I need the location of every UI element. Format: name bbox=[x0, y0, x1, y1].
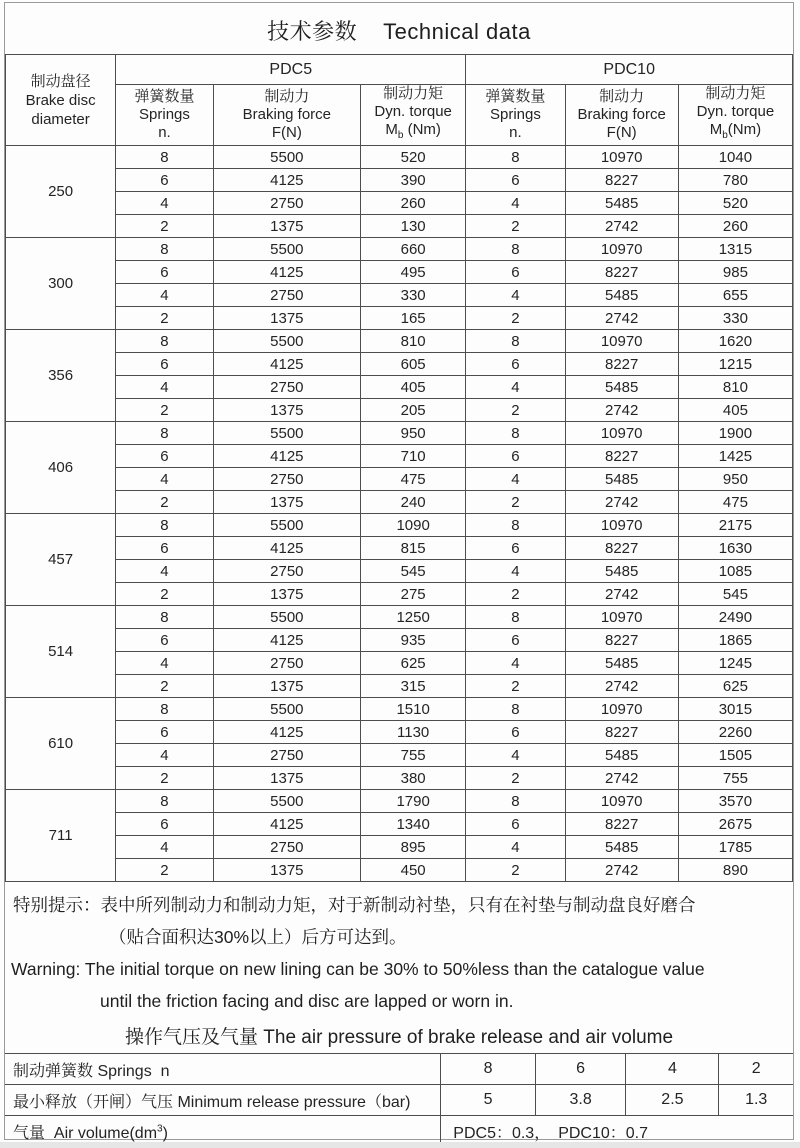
data-cell: 2750 bbox=[213, 560, 360, 583]
data-cell: 2750 bbox=[213, 468, 360, 491]
data-cell: 1790 bbox=[360, 790, 465, 813]
data-cell: 1130 bbox=[360, 721, 465, 744]
data-cell: 1375 bbox=[213, 859, 360, 882]
data-cell: 10970 bbox=[565, 146, 678, 169]
release-pressure-value: 1.3 bbox=[719, 1085, 793, 1116]
data-cell: 2742 bbox=[565, 583, 678, 606]
springs-count-row bbox=[5, 1054, 793, 1085]
springs-header-en: Springs bbox=[490, 106, 541, 123]
data-cell: 8 bbox=[466, 238, 565, 261]
springs-count-value: 8 bbox=[441, 1054, 536, 1085]
data-cell: 4 bbox=[466, 284, 565, 307]
table-row bbox=[6, 192, 793, 215]
data-cell: 1250 bbox=[360, 606, 465, 629]
release-pressure-value: 3.8 bbox=[535, 1085, 626, 1116]
data-cell: 2750 bbox=[213, 836, 360, 859]
table-row bbox=[6, 284, 793, 307]
data-cell: 8 bbox=[116, 790, 214, 813]
data-cell: 6 bbox=[116, 813, 214, 836]
table-row bbox=[6, 790, 793, 813]
table-row bbox=[6, 721, 793, 744]
data-cell: 4 bbox=[116, 744, 214, 767]
air-heading-en: The air pressure of brake release and air volume bbox=[263, 1027, 674, 1048]
data-cell: 10970 bbox=[565, 238, 678, 261]
data-cell: 8 bbox=[116, 330, 214, 353]
pdc5-force-header bbox=[213, 85, 360, 146]
data-cell: 8227 bbox=[565, 169, 678, 192]
diameter-cell: 457 bbox=[6, 514, 116, 606]
data-cell: 1510 bbox=[360, 698, 465, 721]
warning-block bbox=[5, 889, 793, 1017]
data-cell: 4 bbox=[466, 744, 565, 767]
data-cell: 6 bbox=[116, 537, 214, 560]
table-row bbox=[6, 813, 793, 836]
data-cell: 810 bbox=[360, 330, 465, 353]
data-cell: 2 bbox=[466, 307, 565, 330]
data-cell: 755 bbox=[360, 744, 465, 767]
data-cell: 405 bbox=[360, 376, 465, 399]
data-cell: 2750 bbox=[213, 376, 360, 399]
diameter-cell: 711 bbox=[6, 790, 116, 882]
data-cell: 1375 bbox=[213, 583, 360, 606]
diameter-cell: 514 bbox=[6, 606, 116, 698]
data-cell: 3015 bbox=[678, 698, 792, 721]
data-cell: 1375 bbox=[213, 307, 360, 330]
data-cell: 625 bbox=[678, 675, 792, 698]
diameter-cell: 610 bbox=[6, 698, 116, 790]
data-cell: 2742 bbox=[565, 491, 678, 514]
data-cell: 4125 bbox=[213, 261, 360, 284]
table-row bbox=[6, 606, 793, 629]
data-cell: 8 bbox=[116, 514, 214, 537]
data-cell: 2 bbox=[116, 767, 214, 790]
diameter-header-en2: diameter bbox=[31, 110, 90, 128]
springs-header-unit: n. bbox=[509, 124, 522, 141]
springs-header-unit: n. bbox=[158, 124, 171, 141]
data-cell: 6 bbox=[466, 261, 565, 284]
data-cell: 1340 bbox=[360, 813, 465, 836]
header-row-columns bbox=[6, 85, 793, 146]
springs-count-value: 2 bbox=[719, 1054, 793, 1085]
force-header-zh: 制动力 bbox=[264, 88, 310, 105]
data-cell: 1315 bbox=[678, 238, 792, 261]
data-cell: 4 bbox=[466, 836, 565, 859]
data-cell: 8 bbox=[116, 422, 214, 445]
data-cell: 6 bbox=[116, 445, 214, 468]
table-row bbox=[6, 491, 793, 514]
data-cell: 1375 bbox=[213, 491, 360, 514]
data-cell: 240 bbox=[360, 491, 465, 514]
page-title bbox=[5, 3, 793, 54]
table-row bbox=[6, 836, 793, 859]
data-cell: 4125 bbox=[213, 813, 360, 836]
data-cell: 6 bbox=[466, 169, 565, 192]
table-row bbox=[6, 353, 793, 376]
table-row bbox=[6, 376, 793, 399]
data-cell: 815 bbox=[360, 537, 465, 560]
data-cell: 950 bbox=[360, 422, 465, 445]
data-cell: 390 bbox=[360, 169, 465, 192]
data-cell: 545 bbox=[678, 583, 792, 606]
data-cell: 2742 bbox=[565, 215, 678, 238]
data-cell: 5485 bbox=[565, 744, 678, 767]
table-row bbox=[6, 445, 793, 468]
data-cell: 5500 bbox=[213, 238, 360, 261]
data-cell: 8 bbox=[466, 698, 565, 721]
table-row bbox=[6, 698, 793, 721]
release-pressure-label: 最小释放（开闸）气压 Minimum release pressure（bar) bbox=[5, 1085, 441, 1116]
data-cell: 1865 bbox=[678, 629, 792, 652]
data-cell: 405 bbox=[678, 399, 792, 422]
air-pressure-table bbox=[5, 1053, 793, 1147]
data-cell: 475 bbox=[360, 468, 465, 491]
page-title-zh: 技术参数 bbox=[267, 19, 358, 44]
data-cell: 4 bbox=[116, 468, 214, 491]
data-cell: 5500 bbox=[213, 422, 360, 445]
pdc10-torque-header bbox=[678, 85, 792, 146]
data-cell: 5500 bbox=[213, 330, 360, 353]
data-cell: 6 bbox=[466, 721, 565, 744]
data-cell: 2 bbox=[466, 675, 565, 698]
data-cell: 780 bbox=[678, 169, 792, 192]
header-row-groups bbox=[6, 55, 793, 85]
data-cell: 4 bbox=[466, 560, 565, 583]
data-cell: 4125 bbox=[213, 353, 360, 376]
data-cell: 985 bbox=[678, 261, 792, 284]
force-header-zh: 制动力 bbox=[599, 88, 645, 105]
torque-header-unit: $M_b$ (Nm) bbox=[385, 121, 441, 141]
page-title-en: Technical data bbox=[383, 19, 531, 44]
data-cell: 5500 bbox=[213, 514, 360, 537]
data-cell: 4 bbox=[466, 192, 565, 215]
data-cell: 1785 bbox=[678, 836, 792, 859]
release-pressure-value: 2.5 bbox=[626, 1085, 719, 1116]
data-cell: 5485 bbox=[565, 284, 678, 307]
data-cell: 2675 bbox=[678, 813, 792, 836]
data-cell: 2 bbox=[116, 583, 214, 606]
data-cell: 1375 bbox=[213, 215, 360, 238]
data-cell: 895 bbox=[360, 836, 465, 859]
table-row bbox=[6, 169, 793, 192]
table-row bbox=[6, 238, 793, 261]
data-cell: 130 bbox=[360, 215, 465, 238]
data-cell: 2 bbox=[466, 215, 565, 238]
data-cell: 4 bbox=[116, 560, 214, 583]
table-row bbox=[6, 468, 793, 491]
data-cell: 10970 bbox=[565, 422, 678, 445]
data-cell: 5485 bbox=[565, 192, 678, 215]
data-cell: 6 bbox=[116, 353, 214, 376]
data-cell: 450 bbox=[360, 859, 465, 882]
data-cell: 10970 bbox=[565, 514, 678, 537]
air-section-heading bbox=[5, 1022, 793, 1053]
torque-header-en: Dyn. torque bbox=[374, 103, 452, 120]
data-cell: 8 bbox=[466, 606, 565, 629]
table-row bbox=[6, 744, 793, 767]
data-cell: 890 bbox=[678, 859, 792, 882]
data-cell: 810 bbox=[678, 376, 792, 399]
release-pressure-value: 5 bbox=[441, 1085, 536, 1116]
data-cell: 5485 bbox=[565, 376, 678, 399]
data-cell: 2 bbox=[466, 583, 565, 606]
torque-header-zh: 制动力矩 bbox=[383, 85, 444, 102]
data-cell: 1630 bbox=[678, 537, 792, 560]
data-cell: 380 bbox=[360, 767, 465, 790]
data-cell: 8227 bbox=[565, 445, 678, 468]
table-row bbox=[6, 399, 793, 422]
data-cell: 1040 bbox=[678, 146, 792, 169]
data-cell: 6 bbox=[116, 721, 214, 744]
warning-zh-line2: （贴合面积达30%以上）后方可达到。 bbox=[109, 927, 407, 947]
data-cell: 4 bbox=[116, 192, 214, 215]
data-cell: 2750 bbox=[213, 192, 360, 215]
data-cell: 2 bbox=[116, 675, 214, 698]
data-cell: 5500 bbox=[213, 698, 360, 721]
force-header-en: Braking force bbox=[577, 106, 666, 123]
data-cell: 1375 bbox=[213, 399, 360, 422]
data-cell: 1085 bbox=[678, 560, 792, 583]
springs-header-zh: 弹簧数量 bbox=[485, 88, 546, 105]
table-row bbox=[6, 767, 793, 790]
data-cell: 330 bbox=[678, 307, 792, 330]
data-cell: 5485 bbox=[565, 652, 678, 675]
warning-en-line2: until the friction facing and disc are lapped or worn in. bbox=[100, 991, 514, 1011]
pdc5-group-header: PDC5 bbox=[116, 55, 466, 85]
data-cell: 5500 bbox=[213, 790, 360, 813]
data-cell: 625 bbox=[360, 652, 465, 675]
data-cell: 330 bbox=[360, 284, 465, 307]
air-volume-label: 气量 Air $volume(dm^3)$ bbox=[5, 1116, 441, 1147]
diameter-header-en1: Brake disc bbox=[25, 91, 96, 109]
data-cell: 2742 bbox=[565, 399, 678, 422]
table-row bbox=[6, 859, 793, 882]
data-cell: 520 bbox=[360, 146, 465, 169]
data-cell: 475 bbox=[678, 491, 792, 514]
data-cell: 8 bbox=[466, 146, 565, 169]
data-cell: 5485 bbox=[565, 468, 678, 491]
data-cell: 8227 bbox=[565, 813, 678, 836]
data-cell: 655 bbox=[678, 284, 792, 307]
diameter-cell: 406 bbox=[6, 422, 116, 514]
data-cell: 4125 bbox=[213, 721, 360, 744]
data-cell: 2175 bbox=[678, 514, 792, 537]
data-cell: 5500 bbox=[213, 146, 360, 169]
data-cell: 8 bbox=[466, 422, 565, 445]
data-cell: 6 bbox=[116, 261, 214, 284]
data-cell: 660 bbox=[360, 238, 465, 261]
data-cell: 545 bbox=[360, 560, 465, 583]
data-cell: 8 bbox=[466, 514, 565, 537]
data-cell: 2 bbox=[116, 215, 214, 238]
data-cell: 2 bbox=[116, 491, 214, 514]
data-cell: 4 bbox=[466, 376, 565, 399]
table-row bbox=[6, 514, 793, 537]
data-cell: 4 bbox=[466, 652, 565, 675]
pdc10-force-header bbox=[565, 85, 678, 146]
torque-header-zh: 制动力矩 bbox=[705, 85, 766, 102]
data-cell: 1375 bbox=[213, 767, 360, 790]
pdc10-group-header: PDC10 bbox=[466, 55, 793, 85]
springs-header-en: Springs bbox=[139, 106, 190, 123]
torque-header-en: Dyn. torque bbox=[696, 103, 775, 120]
data-cell: 6 bbox=[116, 169, 214, 192]
table-row bbox=[6, 307, 793, 330]
data-cell: 1620 bbox=[678, 330, 792, 353]
data-cell: 6 bbox=[466, 629, 565, 652]
data-cell: 4 bbox=[116, 652, 214, 675]
data-cell: 260 bbox=[360, 192, 465, 215]
data-cell: 2 bbox=[466, 767, 565, 790]
data-cell: 2490 bbox=[678, 606, 792, 629]
data-cell: 935 bbox=[360, 629, 465, 652]
force-header-unit: F(N) bbox=[271, 124, 302, 141]
data-cell: 4125 bbox=[213, 537, 360, 560]
data-cell: 8 bbox=[466, 330, 565, 353]
data-cell: 315 bbox=[360, 675, 465, 698]
table-row bbox=[6, 422, 793, 445]
data-cell: 8227 bbox=[565, 629, 678, 652]
springs-count-label: 制动弹簧数 Springs n bbox=[5, 1054, 441, 1085]
diameter-cell: 250 bbox=[6, 146, 116, 238]
data-cell: 6 bbox=[466, 445, 565, 468]
data-cell: 6 bbox=[466, 813, 565, 836]
table-row bbox=[6, 583, 793, 606]
data-cell: 6 bbox=[116, 629, 214, 652]
data-cell: 520 bbox=[678, 192, 792, 215]
data-cell: 10970 bbox=[565, 698, 678, 721]
table-row bbox=[6, 537, 793, 560]
table-row bbox=[6, 652, 793, 675]
pdc5-springs-header bbox=[116, 85, 214, 146]
air-heading-zh: 操作气压及气量 bbox=[124, 1027, 258, 1048]
data-cell: 2750 bbox=[213, 284, 360, 307]
technical-data-table bbox=[5, 54, 793, 882]
data-cell: 4125 bbox=[213, 445, 360, 468]
data-cell: 275 bbox=[360, 583, 465, 606]
data-cell: 8 bbox=[116, 238, 214, 261]
data-cell: 165 bbox=[360, 307, 465, 330]
table-row bbox=[6, 215, 793, 238]
diameter-header bbox=[6, 55, 116, 146]
data-cell: 8227 bbox=[565, 537, 678, 560]
diameter-cell: 356 bbox=[6, 330, 116, 422]
pdc5-torque-header bbox=[360, 85, 465, 146]
data-cell: 950 bbox=[678, 468, 792, 491]
data-cell: 495 bbox=[360, 261, 465, 284]
data-cell: 2750 bbox=[213, 744, 360, 767]
page-frame bbox=[4, 2, 794, 1140]
data-cell: 8227 bbox=[565, 261, 678, 284]
data-cell: 1245 bbox=[678, 652, 792, 675]
data-cell: 6 bbox=[466, 537, 565, 560]
data-cell: 2742 bbox=[565, 767, 678, 790]
data-cell: 8 bbox=[116, 698, 214, 721]
data-cell: 8227 bbox=[565, 353, 678, 376]
page-bottom-edge bbox=[0, 1142, 800, 1148]
data-cell: 4 bbox=[466, 468, 565, 491]
table-row bbox=[6, 675, 793, 698]
force-header-en: Braking force bbox=[242, 106, 332, 123]
data-cell: 4 bbox=[116, 836, 214, 859]
data-cell: 710 bbox=[360, 445, 465, 468]
springs-count-value: 6 bbox=[535, 1054, 626, 1085]
data-cell: 1375 bbox=[213, 675, 360, 698]
table-row bbox=[6, 261, 793, 284]
release-pressure-row bbox=[5, 1085, 793, 1116]
torque-header-unit: $M_b(Nm)$ bbox=[709, 121, 762, 141]
pdc10-springs-header bbox=[466, 85, 565, 146]
data-cell: 2742 bbox=[565, 307, 678, 330]
diameter-cell: 300 bbox=[6, 238, 116, 330]
data-cell: 2 bbox=[466, 491, 565, 514]
air-volume-value: PDC5：0.3， PDC10：0.7 bbox=[441, 1116, 793, 1147]
data-cell: 2 bbox=[116, 307, 214, 330]
table-row bbox=[6, 629, 793, 652]
data-cell: 2 bbox=[466, 859, 565, 882]
data-cell: 2750 bbox=[213, 652, 360, 675]
data-cell: 4125 bbox=[213, 169, 360, 192]
table-row bbox=[6, 146, 793, 169]
data-cell: 205 bbox=[360, 399, 465, 422]
data-cell: 2 bbox=[466, 399, 565, 422]
data-cell: 10970 bbox=[565, 790, 678, 813]
data-cell: 1090 bbox=[360, 514, 465, 537]
data-cell: 1900 bbox=[678, 422, 792, 445]
table-header bbox=[6, 55, 793, 146]
table-row bbox=[6, 560, 793, 583]
data-cell: 8 bbox=[466, 790, 565, 813]
warning-en-line1: Warning: The initial torque on new lining can be 30% to 50%less than the catalogue value bbox=[11, 959, 705, 979]
data-cell: 2 bbox=[116, 859, 214, 882]
main-table-body bbox=[6, 146, 793, 882]
data-cell: 2742 bbox=[565, 859, 678, 882]
warning-zh-line1: 特别提示：表中所列制动力和制动力矩，对于新制动衬垫，只有在衬垫与制动盘良好磨合 bbox=[13, 895, 696, 915]
data-cell: 5500 bbox=[213, 606, 360, 629]
springs-count-value: 4 bbox=[626, 1054, 719, 1085]
data-cell: 2742 bbox=[565, 675, 678, 698]
data-cell: 3570 bbox=[678, 790, 792, 813]
data-cell: 10970 bbox=[565, 606, 678, 629]
data-cell: 4 bbox=[116, 284, 214, 307]
diameter-header-zh: 制动盘径 bbox=[30, 72, 91, 90]
data-cell: 605 bbox=[360, 353, 465, 376]
data-cell: 4125 bbox=[213, 629, 360, 652]
data-cell: 8 bbox=[116, 146, 214, 169]
force-header-unit: F(N) bbox=[606, 124, 637, 141]
data-cell: 5485 bbox=[565, 836, 678, 859]
data-cell: 755 bbox=[678, 767, 792, 790]
springs-header-zh: 弹簧数量 bbox=[134, 88, 195, 105]
data-cell: 4 bbox=[116, 376, 214, 399]
data-cell: 6 bbox=[466, 353, 565, 376]
data-cell: 1505 bbox=[678, 744, 792, 767]
data-cell: 8227 bbox=[565, 721, 678, 744]
data-cell: 260 bbox=[678, 215, 792, 238]
data-cell: 5485 bbox=[565, 560, 678, 583]
table-row bbox=[6, 330, 793, 353]
data-cell: 2260 bbox=[678, 721, 792, 744]
data-cell: 1215 bbox=[678, 353, 792, 376]
data-cell: 1425 bbox=[678, 445, 792, 468]
data-cell: 2 bbox=[116, 399, 214, 422]
data-cell: 8 bbox=[116, 606, 214, 629]
data-cell: 10970 bbox=[565, 330, 678, 353]
